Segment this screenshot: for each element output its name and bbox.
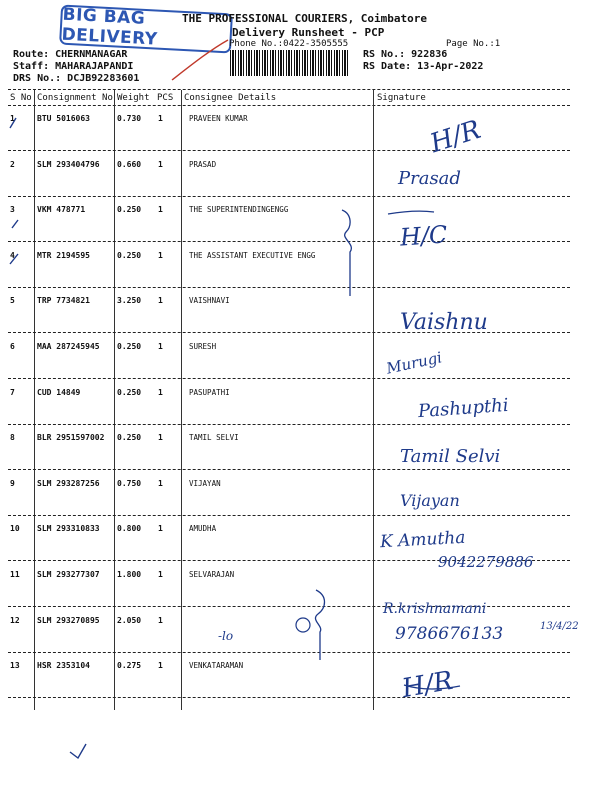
drs-number: DRS No.: DCJB92283601 [13,73,140,84]
row-consignee-name: THE SUPERINTENDINGENGG [189,205,289,215]
row-pcs: 1 [158,250,163,260]
row-pcs: 1 [158,661,163,671]
signature-11: R.krishnamani [383,601,487,617]
row-weight: 0.750 [117,478,142,488]
row-sno: 7 [10,387,15,397]
tick-mark [10,118,16,128]
row-consignment-no: SLM 293310833 [37,524,100,534]
row-weight: 0.800 [117,524,142,534]
row-consignment-no: SLM 293287256 [37,478,100,488]
row-sno: 12 [10,615,20,625]
underline-stroke [388,211,434,214]
tamil-mark [296,618,310,632]
row-weight: 1.800 [117,570,142,579]
signature-13: H/R [399,665,456,705]
col-consignee: Consignee Details [184,93,277,103]
row-consignment-no: SLM 293277307 [37,570,100,579]
row-pcs: 1 [158,433,163,443]
row-consignment-no: BTU 5016063 [37,114,90,123]
bracket-stroke [315,590,324,660]
signature-6: Murugi [384,348,444,378]
date-11: 13/4/22 [540,621,579,632]
row-sno: 4 [10,250,15,260]
row-pcs: 1 [158,478,163,488]
row-pcs: 1 [158,342,163,351]
big-bag-delivery-stamp: BIG BAG DELIVERY [59,5,233,54]
row-sno: 8 [10,433,15,443]
note-12: -lo [218,629,234,643]
row-consignee-name: AMUDHA [189,524,217,534]
row-sno: 9 [10,478,15,488]
row-consignment-no: TRP 7734821 [37,296,90,306]
signature-10: K Amutha [379,527,466,553]
route-label: Route: CHERNMANAGAR [13,49,128,60]
signature-7: Pashupthi [417,394,510,423]
row-consignee-name: PASUPATHI [189,387,230,397]
staff-label: Staff: MAHARAJAPANDI [13,61,134,72]
row-weight: 0.250 [117,433,142,443]
row-consignment-no: MAA 287245945 [37,342,100,351]
row-consignee-name: PRAVEEN KUMAR [189,114,248,123]
row-consignment-no: SLM 293270895 [37,615,100,625]
row-pcs: 1 [158,387,163,397]
row-sno: 10 [10,524,20,534]
row-pcs: 1 [158,205,163,215]
row-weight: 0.250 [117,342,142,351]
signature-1: H/R [426,114,485,160]
document-subtitle: Delivery Runsheet - PCP [232,26,385,39]
col-sno: S No [10,93,32,103]
signature-2: Prasad [398,168,461,189]
rs-date: RS Date: 13-Apr-2022 [363,61,484,72]
row-consignee-name: SURESH [189,342,217,351]
row-consignment-no: BLR 2951597002 [37,433,105,443]
row-weight: 0.660 [117,159,142,169]
col-consignment: Consignment No [37,93,113,103]
signature-9: Vijayan [400,491,460,510]
document-title: THE PROFESSIONAL COURIERS, Coimbatore [182,12,428,25]
row-sno: 13 [10,661,20,671]
col-weight: Weight [117,93,150,103]
tick-mark [70,744,86,758]
row-weight: 0.730 [117,114,142,123]
row-consignment-no: SLM 293404796 [37,159,100,169]
row-weight: 2.050 [117,615,142,625]
row-pcs: 1 [158,615,163,625]
row-sno: 6 [10,342,15,351]
row-weight: 0.250 [117,387,142,397]
row-consignee-name: THE ASSISTANT EXECUTIVE ENGG [189,250,316,260]
signature-5: Vaishnu [400,310,488,335]
row-weight: 0.275 [117,661,142,671]
phone-11: 9786676133 [395,624,504,644]
bracket-stroke [342,210,351,296]
row-weight: 0.250 [117,250,142,260]
row-weight: 0.250 [117,205,142,215]
row-consignment-no: CUD 14849 [37,387,81,397]
signature-8: Tamil Selvi [400,446,501,467]
row-consignee-name: VAISHNAVI [189,296,230,306]
phone-10: 9042279886 [438,553,534,571]
row-sno: 3 [10,205,15,215]
row-sno: 1 [10,114,15,123]
page-number: Page No.:1 [446,39,501,49]
row-sno: 2 [10,159,15,169]
row-consignee-name: VIJAYAN [189,478,221,488]
row-pcs: 1 [158,296,163,306]
row-consignee-name: PRASAD [189,159,217,169]
underline-stroke [404,685,460,689]
row-sno: 5 [10,296,15,306]
row-consignment-no: HSR 2353104 [37,661,90,671]
tick-mark [12,220,18,228]
col-pcs: PCS [157,93,174,103]
red-pen-stroke [172,40,228,80]
row-sno: 11 [10,570,20,579]
row-consignment-no: MTR 2194595 [37,250,90,260]
row-pcs: 1 [158,114,163,123]
row-pcs: 1 [158,524,163,534]
row-consignee-name: TAMIL SELVI [189,433,239,443]
row-consignee-name: VENKATARAMAN [189,661,244,671]
tick-mark [10,254,18,264]
row-consignment-no: VKM 478771 [37,205,86,215]
rs-number: RS No.: 922836 [363,49,448,60]
row-consignee-name: SELVARAJAN [189,570,235,579]
phone-number: Phone No.:0422-3505555 [229,39,349,49]
row-pcs: 1 [158,159,163,169]
col-signature: Signature [377,93,426,103]
row-pcs: 1 [158,570,163,579]
signature-3: H/C [399,220,449,252]
row-weight: 3.250 [117,296,142,306]
